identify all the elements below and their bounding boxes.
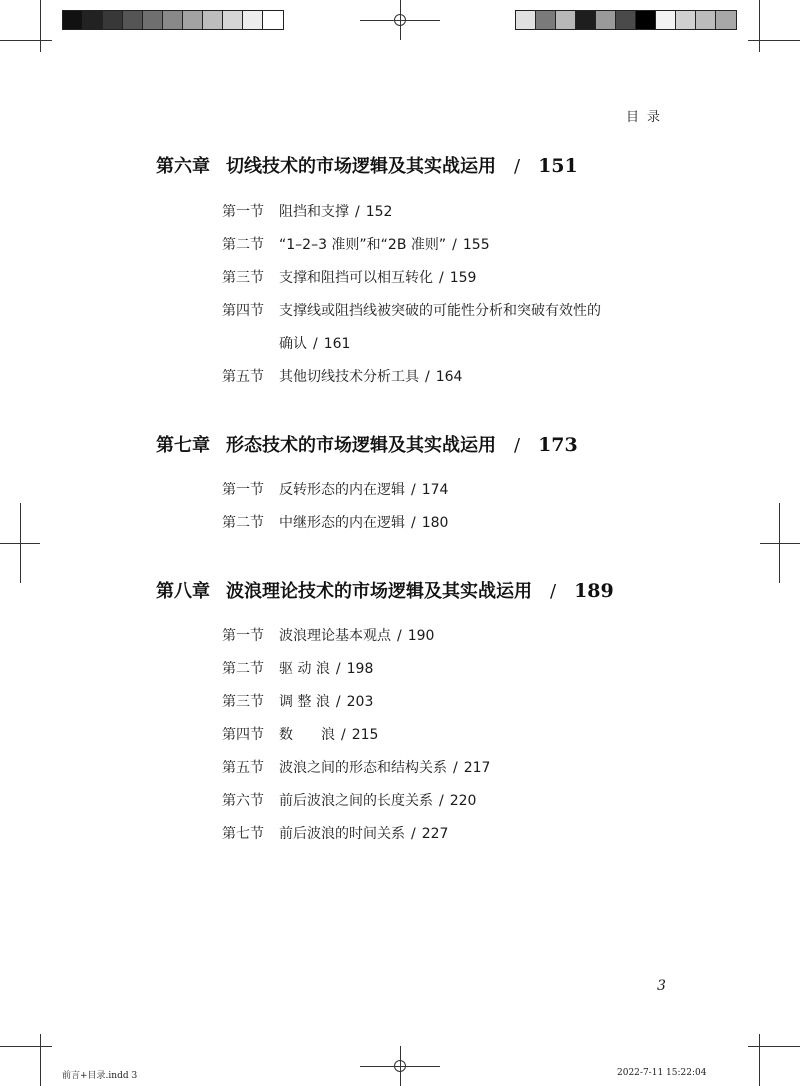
section-label: 第一节 bbox=[222, 628, 264, 644]
toc-entry[interactable] bbox=[222, 201, 392, 221]
section-page: 159 bbox=[449, 270, 477, 286]
section-label: 第二节 bbox=[222, 661, 264, 677]
separator: / bbox=[341, 727, 346, 743]
toc-entry[interactable] bbox=[222, 790, 476, 810]
toc-entry[interactable] bbox=[222, 757, 490, 777]
separator: / bbox=[453, 760, 458, 776]
section-title: 波浪理论基本观点 bbox=[279, 628, 391, 644]
separator: / bbox=[355, 204, 360, 220]
section-title: “1–2–3 准则”和“2B 准则” bbox=[279, 237, 447, 253]
toc-entry[interactable] bbox=[222, 267, 476, 287]
color-bar-left bbox=[62, 10, 284, 30]
separator: / bbox=[514, 156, 521, 177]
section-page: 164 bbox=[435, 369, 463, 385]
slug-timestamp: 2022-7-11 15:22:04 bbox=[617, 1068, 707, 1078]
crop-mark bbox=[759, 0, 760, 52]
separator: / bbox=[550, 581, 557, 602]
section-page: 203 bbox=[346, 694, 374, 710]
color-swatch bbox=[263, 11, 283, 29]
color-swatch bbox=[183, 11, 203, 29]
color-swatch bbox=[516, 11, 536, 29]
chapter-heading[interactable] bbox=[156, 577, 614, 603]
chapter-title: 切线技术的市场逻辑及其实战运用 bbox=[226, 156, 496, 177]
section-page: 155 bbox=[462, 237, 490, 253]
separator: / bbox=[439, 793, 444, 809]
section-title: 驱 动 浪 bbox=[279, 661, 330, 677]
section-label: 第三节 bbox=[222, 270, 264, 286]
registration-mark bbox=[779, 503, 780, 583]
section-title: 阻挡和支撑 bbox=[279, 204, 349, 220]
section-label: 第四节 bbox=[222, 303, 264, 319]
toc-entry[interactable] bbox=[222, 823, 448, 843]
section-label: 第二节 bbox=[222, 515, 264, 531]
registration-circle bbox=[394, 14, 406, 26]
color-swatch bbox=[676, 11, 696, 29]
registration-mark bbox=[760, 543, 800, 544]
section-label: 第五节 bbox=[222, 369, 264, 385]
color-swatch bbox=[616, 11, 636, 29]
separator: / bbox=[439, 270, 444, 286]
color-swatch bbox=[556, 11, 576, 29]
color-swatch bbox=[636, 11, 656, 29]
color-swatch bbox=[696, 11, 716, 29]
crop-mark bbox=[748, 40, 800, 41]
color-swatch bbox=[223, 11, 243, 29]
toc-entry[interactable] bbox=[222, 512, 448, 532]
section-title: 前后波浪之间的长度关系 bbox=[279, 793, 433, 809]
color-swatch bbox=[103, 11, 123, 29]
section-label: 第一节 bbox=[222, 482, 264, 498]
crop-mark bbox=[0, 1046, 52, 1047]
section-page: 215 bbox=[351, 727, 379, 743]
separator: / bbox=[335, 694, 341, 710]
section-page: 180 bbox=[421, 515, 449, 531]
section-label: 第二节 bbox=[222, 237, 264, 253]
section-title: 调 整 浪 bbox=[279, 694, 330, 710]
section-label: 第四节 bbox=[222, 727, 264, 743]
toc-entry[interactable] bbox=[222, 658, 373, 678]
section-title: 前后波浪的时间关系 bbox=[279, 826, 405, 842]
crop-mark bbox=[759, 1034, 760, 1086]
chapter-heading[interactable] bbox=[156, 431, 578, 457]
section-page: 198 bbox=[346, 661, 374, 677]
toc-entry-continuation[interactable] bbox=[222, 333, 350, 353]
chapter-number: 第八章 bbox=[156, 581, 210, 602]
toc-entry[interactable] bbox=[222, 234, 490, 254]
color-swatch bbox=[596, 11, 616, 29]
section-title: 波浪之间的形态和结构关系 bbox=[279, 760, 447, 776]
chapter-page: 151 bbox=[538, 155, 578, 177]
section-page: 190 bbox=[407, 628, 435, 644]
color-swatch bbox=[716, 11, 736, 29]
toc-entry[interactable] bbox=[222, 300, 601, 320]
section-page: 227 bbox=[421, 826, 449, 842]
chapter-heading[interactable] bbox=[156, 152, 578, 178]
section-label: 第六节 bbox=[222, 793, 264, 809]
section-title-continuation: 确认 bbox=[279, 336, 307, 352]
separator: / bbox=[335, 661, 341, 677]
toc-entry[interactable] bbox=[222, 724, 378, 744]
section-title: 中继形态的内在逻辑 bbox=[279, 515, 405, 531]
section-page: 217 bbox=[463, 760, 491, 776]
chapter-title: 波浪理论技术的市场逻辑及其实战运用 bbox=[226, 581, 532, 602]
color-swatch bbox=[656, 11, 676, 29]
running-head: 目录 bbox=[625, 110, 668, 125]
separator: / bbox=[313, 336, 318, 352]
chapter-page: 173 bbox=[538, 434, 578, 456]
slug-filename: 前言+目录.indd 3 bbox=[62, 1071, 138, 1081]
section-page: 161 bbox=[323, 336, 351, 352]
toc-entry[interactable] bbox=[222, 691, 373, 711]
section-title: 反转形态的内在逻辑 bbox=[279, 482, 405, 498]
color-swatch bbox=[243, 11, 263, 29]
section-label: 第七节 bbox=[222, 826, 264, 842]
section-title: 其他切线技术分析工具 bbox=[279, 369, 419, 385]
section-label: 第一节 bbox=[222, 204, 264, 220]
color-swatch bbox=[143, 11, 163, 29]
section-title: 支撑和阻挡可以相互转化 bbox=[279, 270, 433, 286]
crop-mark bbox=[40, 0, 41, 52]
crop-mark bbox=[40, 1034, 41, 1086]
color-swatch bbox=[83, 11, 103, 29]
color-swatch bbox=[536, 11, 556, 29]
section-title: 数 浪 bbox=[279, 727, 335, 743]
separator: / bbox=[514, 435, 521, 456]
separator: / bbox=[411, 826, 416, 842]
crop-mark bbox=[0, 40, 52, 41]
section-label: 第五节 bbox=[222, 760, 264, 776]
section-title: 支撑线或阻挡线被突破的可能性分析和突破有效性的 bbox=[279, 303, 601, 319]
section-page: 174 bbox=[421, 482, 449, 498]
section-page: 152 bbox=[365, 204, 393, 220]
chapter-page: 189 bbox=[574, 580, 614, 602]
section-label: 第三节 bbox=[222, 694, 264, 710]
chapter-number: 第六章 bbox=[156, 156, 210, 177]
color-swatch bbox=[576, 11, 596, 29]
separator: / bbox=[425, 369, 430, 385]
separator: / bbox=[411, 515, 416, 531]
color-swatch bbox=[63, 11, 83, 29]
color-bar-right bbox=[515, 10, 737, 30]
section-page: 220 bbox=[449, 793, 477, 809]
separator: / bbox=[397, 628, 402, 644]
color-swatch bbox=[203, 11, 223, 29]
separator: / bbox=[411, 482, 416, 498]
chapter-title: 形态技术的市场逻辑及其实战运用 bbox=[226, 435, 496, 456]
page-number: 3 bbox=[657, 978, 666, 994]
separator: / bbox=[452, 237, 457, 253]
toc-entry[interactable] bbox=[222, 366, 462, 386]
crop-mark bbox=[748, 1046, 800, 1047]
toc-entry[interactable] bbox=[222, 625, 434, 645]
chapter-number: 第七章 bbox=[156, 435, 210, 456]
registration-mark bbox=[20, 503, 21, 583]
toc-entry[interactable] bbox=[222, 479, 448, 499]
color-swatch bbox=[123, 11, 143, 29]
color-swatch bbox=[163, 11, 183, 29]
registration-circle bbox=[394, 1060, 406, 1072]
